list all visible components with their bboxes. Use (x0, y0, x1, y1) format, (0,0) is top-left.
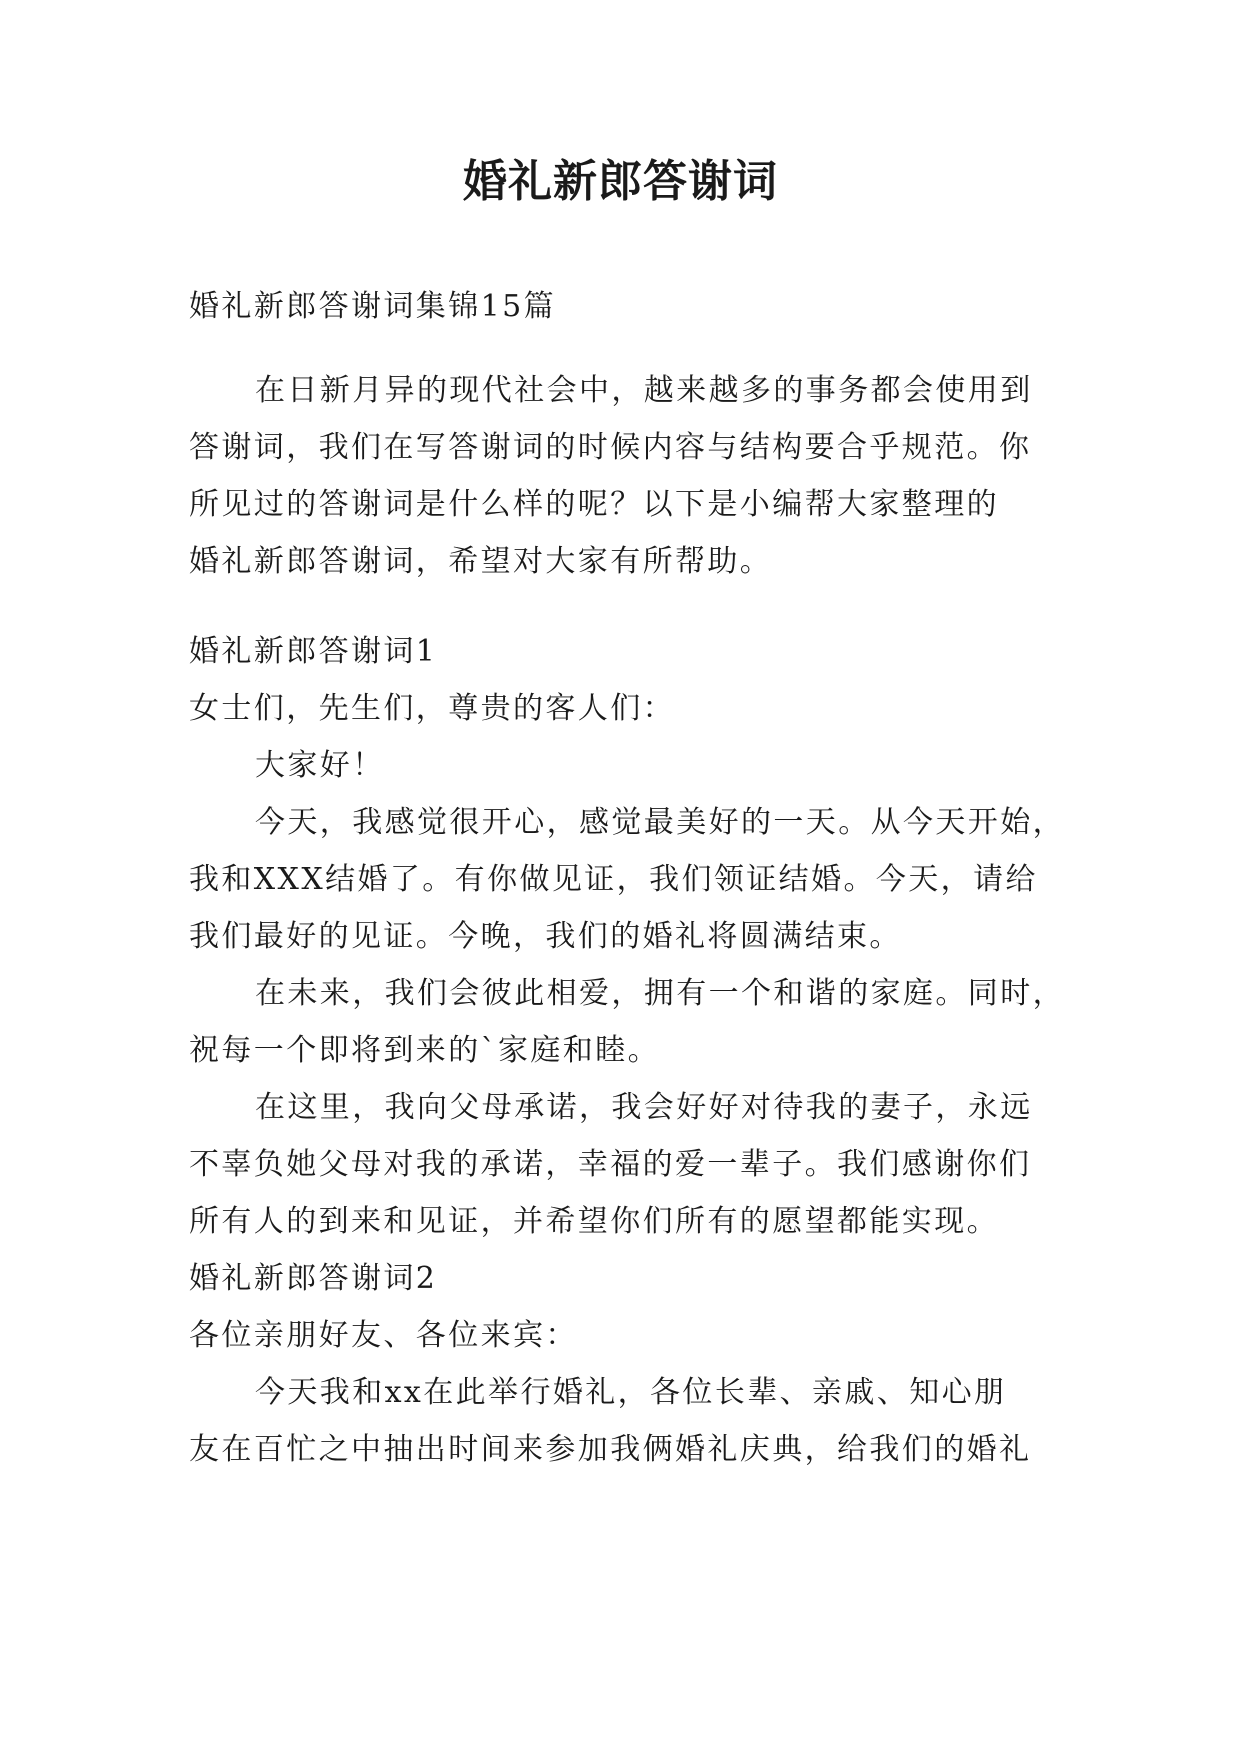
document-title: 婚礼新郎答谢词 (463, 156, 778, 207)
section1-paragraph-line: 在未来，我们会彼此相爱，拥有一个和谐的家庭。同时， (255, 976, 1065, 1011)
section1-salutation: 女士们，先生们，尊贵的客人们： (189, 691, 675, 726)
section2-salutation: 各位亲朋好友、各位来宾： (189, 1318, 578, 1353)
section1-paragraph-line: 今天，我感觉很开心，感觉最美好的一天。从今天开始， (255, 805, 1065, 840)
section1-paragraph-line: 在这里，我向父母承诺，我会好好对待我的妻子，永远 (255, 1090, 1033, 1125)
section1-paragraph-line: 我和XXX结婚了。有你做见证，我们领证结婚。今天，请给 (189, 862, 1038, 897)
intro-line: 婚礼新郎答谢词，希望对大家有所帮助。 (189, 544, 773, 579)
intro-line: 所见过的答谢词是什么样的呢？以下是小编帮大家整理的 (189, 487, 999, 522)
section1-paragraph-line: 祝每一个即将到来的`家庭和睦。 (189, 1033, 660, 1068)
section1-paragraph-line: 我们最好的见证。今晚，我们的婚礼将圆满结束。 (189, 919, 902, 954)
section1-paragraph-line: 不辜负她父母对我的承诺，幸福的爱一辈子。我们感谢你们 (189, 1147, 1032, 1182)
section1-paragraph-line: 所有人的到来和见证，并希望你们所有的愿望都能实现。 (189, 1204, 999, 1239)
intro-line: 答谢词，我们在写答谢词的时候内容与结构要合乎规范。你 (189, 430, 1032, 465)
document-subtitle: 婚礼新郎答谢词集锦15篇 (189, 289, 556, 324)
section1-heading: 婚礼新郎答谢词1 (189, 634, 438, 669)
section2-heading: 婚礼新郎答谢词2 (189, 1261, 438, 1296)
section2-paragraph-line: 友在百忙之中抽出时间来参加我俩婚礼庆典，给我们的婚礼 (189, 1432, 1032, 1467)
section2-paragraph-line: 今天我和xx在此举行婚礼，各位长辈、亲戚、知心朋 (255, 1375, 1007, 1410)
section1-greeting: 大家好！ (255, 748, 385, 783)
intro-line: 在日新月异的现代社会中，越来越多的事务都会使用到 (255, 373, 1033, 408)
